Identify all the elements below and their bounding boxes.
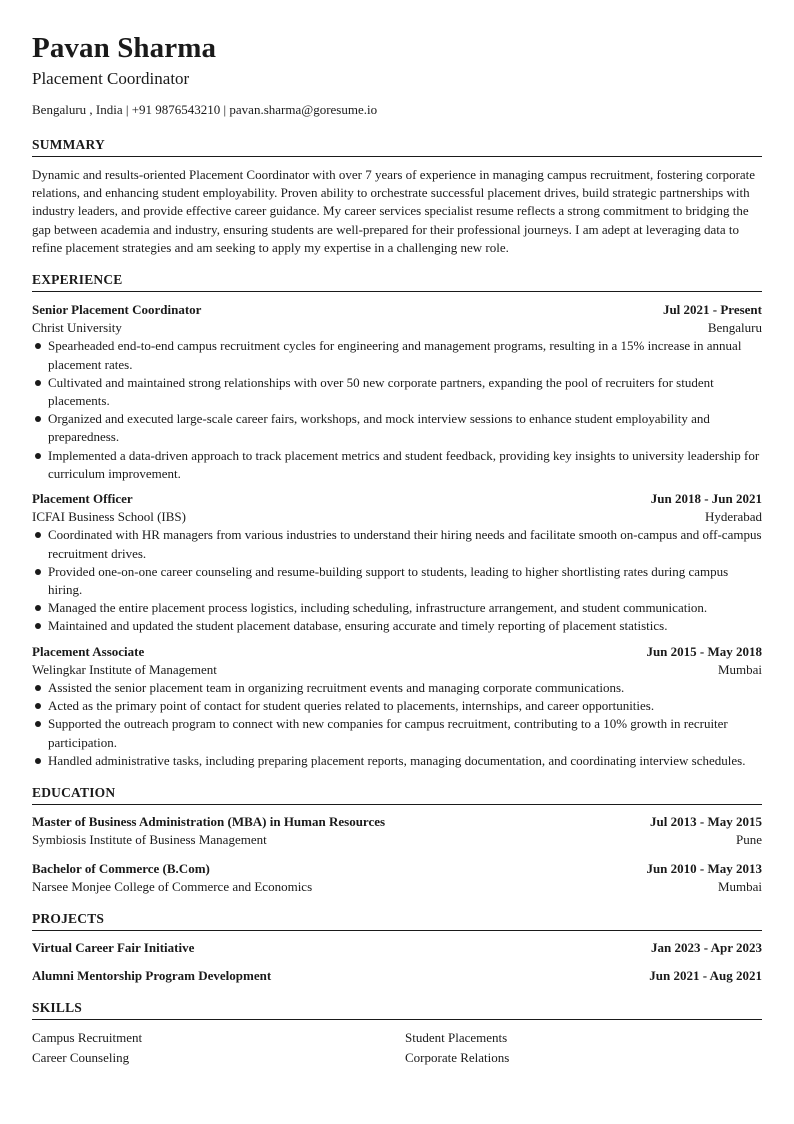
list-item: Organized and executed large-scale career fairs, workshops, and mock interview sessions to enhance student employability and preparedness. xyxy=(32,410,762,446)
project-name: Virtual Career Fair Initiative xyxy=(32,939,195,955)
job-dates: Jun 2015 - May 2018 xyxy=(646,643,762,659)
job-entry xyxy=(32,490,762,636)
skill-item: Student Placements xyxy=(405,1030,508,1046)
job-org: Welingkar Institute of Management xyxy=(32,661,217,677)
education-heading: EDUCATION xyxy=(32,784,762,805)
degree-title: Master of Business Administration (MBA) in Human Resources xyxy=(32,814,386,830)
job-org: Christ University xyxy=(32,320,122,336)
education-entry xyxy=(32,813,762,849)
skills-grid xyxy=(32,1028,762,1068)
candidate-role: Placement Coordinator xyxy=(32,69,190,88)
job-entry xyxy=(32,301,762,483)
skill-item: Career Counseling xyxy=(32,1050,130,1066)
contact-line: Bengaluru , India | +91 9876543210 | pavan.sharma@goresume.io xyxy=(32,102,378,117)
list-item: Coordinated with HR managers from various industries to understand their hiring needs and facilitate smooth on-campus and off-campus recruitment drives. xyxy=(32,526,762,562)
education-entry xyxy=(32,860,762,896)
list-item: Cultivated and maintained strong relationships with over 50 new corporate partners, expanding the pool of recruiters for student placements. xyxy=(32,374,762,410)
summary-heading: SUMMARY xyxy=(32,136,762,157)
list-item: Supported the outreach program to connect with new companies for campus recruitment, contributing to a 10% growth in recruiter participation. xyxy=(32,715,762,751)
education-dates: Jul 2013 - May 2015 xyxy=(650,814,762,830)
job-entry xyxy=(32,643,762,770)
list-item: Maintained and updated the student placement database, ensuring accurate and timely reporting of placement statistics. xyxy=(32,617,762,635)
project-entry xyxy=(32,967,762,985)
experience-heading: EXPERIENCE xyxy=(32,271,762,292)
skills-section xyxy=(32,999,762,1068)
skill-item: Corporate Relations xyxy=(405,1050,510,1066)
resume-header xyxy=(32,31,762,119)
experience-section xyxy=(32,271,762,770)
list-item: Acted as the primary point of contact for student queries related to placements, internships, and career opportunities. xyxy=(32,697,762,715)
job-title: Placement Associate xyxy=(32,643,145,659)
degree-title: Bachelor of Commerce (B.Com) xyxy=(32,860,210,876)
school-location: Pune xyxy=(736,832,762,848)
job-location: Mumbai xyxy=(717,661,762,677)
list-item: Implemented a data-driven approach to track placement metrics and student feedback, providing key insights to university leadership for curriculum improvement. xyxy=(32,447,762,483)
project-dates: Jun 2021 - Aug 2021 xyxy=(649,968,762,984)
projects-heading: PROJECTS xyxy=(32,910,762,931)
job-org: ICFAI Business School (IBS) xyxy=(32,509,186,525)
skills-heading: SKILLS xyxy=(32,999,762,1020)
school-name: Narsee Monjee College of Commerce and Economics xyxy=(32,878,313,894)
job-bullets xyxy=(32,337,762,483)
job-dates: Jul 2021 - Present xyxy=(662,302,762,318)
job-title: Senior Placement Coordinator xyxy=(32,302,202,318)
list-item: Provided one-on-one career counseling and resume-building support to students, leading to higher shortlisting rates during campus hiring. xyxy=(32,563,762,599)
summary-text: Dynamic and results-oriented Placement Coordinator with over 7 years of experience in managing campus recruitment, fostering corporate relations, and enhancing student employability. Proven ability to orchestrate successful placement drives, build strategic partnerships with industry leaders, and provide effective career guidance. My career services specialist resume reflects a strong commitment to bridging the gap between academia and industry, ensuring students are well-prepared for their professional journeys. I am adept at leveraging data to refine placement strategies and am seeking to apply my expertise in a challenging new role. xyxy=(32,167,756,255)
summary-section xyxy=(32,136,762,257)
education-dates: Jun 2010 - May 2013 xyxy=(646,860,762,876)
skill-item: Campus Recruitment xyxy=(32,1030,143,1046)
job-dates: Jun 2018 - Jun 2021 xyxy=(650,491,762,507)
project-name: Alumni Mentorship Program Development xyxy=(32,968,272,984)
list-item: Handled administrative tasks, including preparing placement reports, managing documentation, and coordinating interview schedules. xyxy=(32,752,762,770)
candidate-name: Pavan Sharma xyxy=(32,32,217,64)
school-location: Mumbai xyxy=(717,878,762,894)
project-dates: Jan 2023 - Apr 2023 xyxy=(651,939,762,955)
job-title: Placement Officer xyxy=(32,491,133,507)
list-item: Assisted the senior placement team in organizing recruitment events and managing corporate communications. xyxy=(32,679,762,697)
list-item: Spearheaded end-to-end campus recruitment cycles for engineering and management programs, resulting in a 15% increase in annual placement rates. xyxy=(32,337,762,373)
job-bullets xyxy=(32,526,762,635)
education-section xyxy=(32,784,762,896)
job-bullets xyxy=(32,679,762,770)
list-item: Managed the entire placement process logistics, including scheduling, infrastructure arrangement, and student communication. xyxy=(32,599,762,617)
project-entry xyxy=(32,939,762,957)
projects-section xyxy=(32,910,762,985)
job-location: Bengaluru xyxy=(707,320,762,336)
job-location: Hyderabad xyxy=(704,509,762,525)
school-name: Symbiosis Institute of Business Management xyxy=(32,832,267,848)
